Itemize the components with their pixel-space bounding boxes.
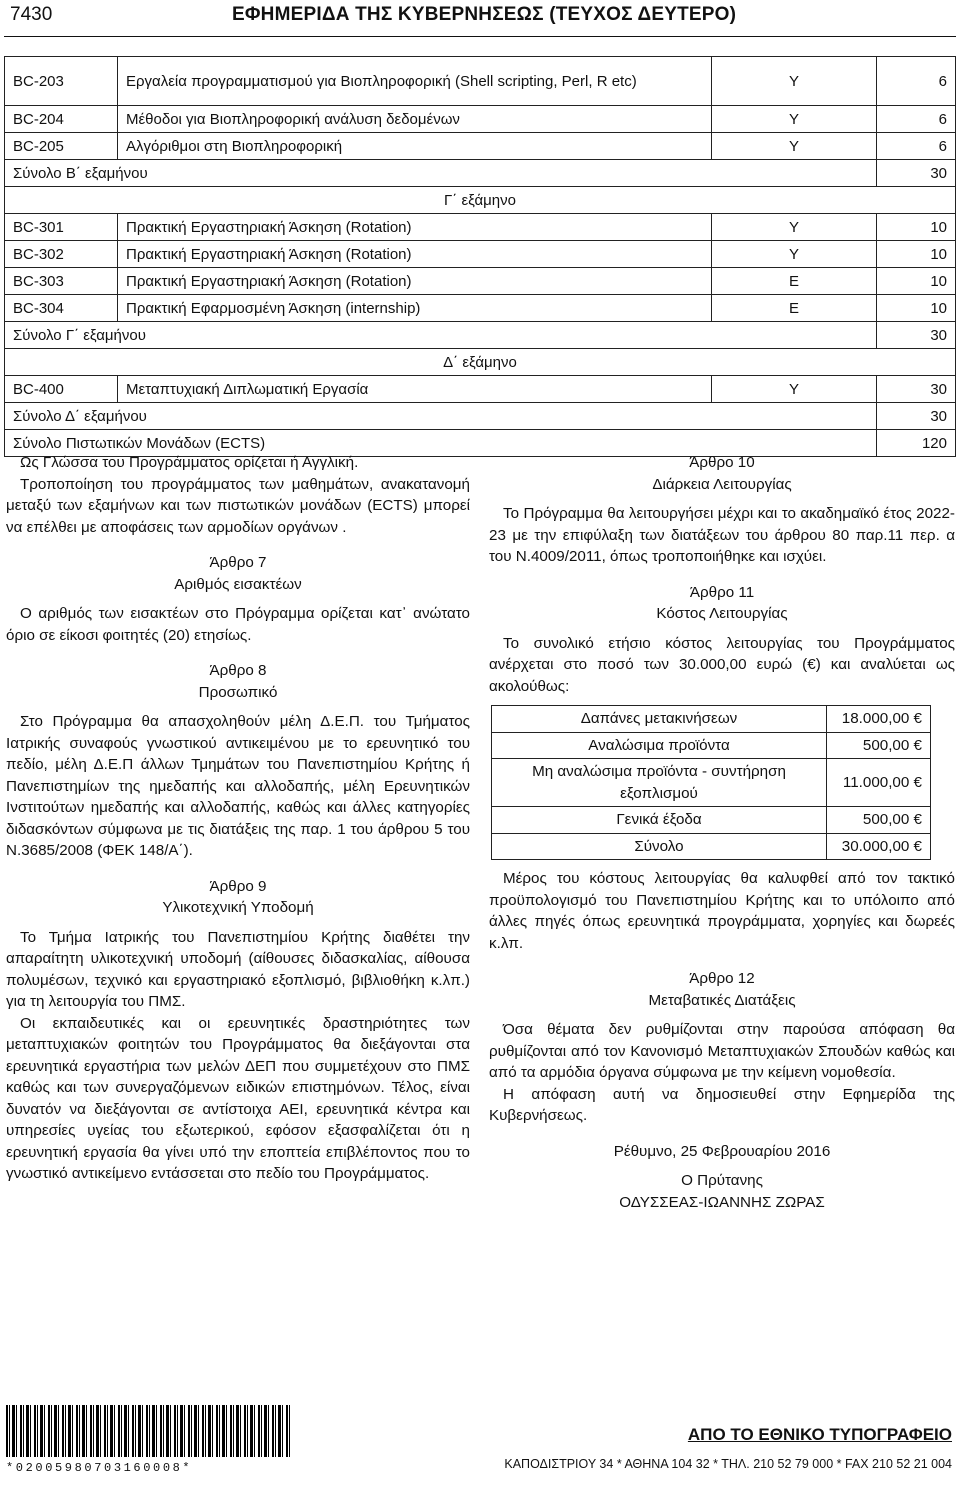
paragraph: Στο Πρόγραμμα θα απασχοληθούν μέλη Δ.Ε.Π. του Τμήματος Ιατρικής συναφούς γνωστικού αντικειμένου με το ερευνητικό του πεδίο, μέλη Δ.Ε.Π άλλων Τμημάτων του Πανεπιστημίου Κρήτης ή Πανεπιστημίων της ημεδαπής και αλλοδαπής, μέλη Ερευνητικών Ινστιτούτων ημεδαπής και αλλοδαπής, καθώς και άλλες κατηγορίες διδασκόντων σύμφωνα με τις διατάξεις της παρ. 1 του άρθρου 5 του Ν.3685/2008 (ΦΕΚ 148/Α΄). (6, 713, 470, 859)
cost-table (491, 705, 931, 860)
table-row (5, 376, 956, 403)
article-title: Αριθμός εισακτέων (174, 575, 302, 593)
cost-amount: 500,00 € (827, 807, 931, 834)
grand-total-label: Σύνολο Πιστωτικών Μονάδων (ECTS) (5, 430, 877, 457)
cost-label: Αναλώσιμα προϊόντα (492, 732, 827, 759)
course-title: Μεταπτυχιακή Διπλωματική Εργασία (118, 376, 712, 403)
course-ects: 10 (877, 214, 956, 241)
semester-total-ects: 30 (877, 160, 956, 187)
article-number: Άρθρο 8 (209, 662, 267, 679)
paragraph: Τροποποίηση του προγράμματος των μαθημάτων, ανακατανομή μεταξύ των εξαμήνων και των πιστωτικών μονάδων (ECTS) μπορεί να επέλθει με αποφάσεις των αρμοδίων οργάνων . (6, 475, 470, 536)
course-code: BC-304 (5, 295, 118, 322)
page-header (0, 0, 960, 38)
course-type: Ε (712, 295, 877, 322)
publisher-address: ΚΑΠΟΔΙΣΤΡΙΟΥ 34 * ΑΘΗΝΑ 104 32 * ΤΗΛ. 210 52 79 000 * FAX 210 52 21 004 (504, 1457, 952, 1471)
table-row (5, 349, 956, 376)
course-title: Πρακτική Εργαστηριακή Άσκηση (Rotation) (118, 214, 712, 241)
article-number: Άρθρο 12 (689, 970, 755, 987)
cost-label: Γενικά έξοδα (492, 807, 827, 834)
course-code: BC-205 (5, 133, 118, 160)
cost-total-amount: 30.000,00 € (827, 833, 931, 860)
table-row (5, 295, 956, 322)
course-type: Υ (712, 241, 877, 268)
page-number: 7430 (10, 4, 53, 25)
table-row (5, 241, 956, 268)
table-row (5, 187, 956, 214)
courses-table (4, 56, 956, 457)
course-type: Υ (712, 214, 877, 241)
paragraph: Ως Γλώσσα του Προγράμματος ορίζεται ή Αγγλική. (20, 454, 359, 471)
table-row (492, 706, 931, 733)
semester-total-ects: 30 (877, 322, 956, 349)
paragraph: Το Τμήμα Ιατρικής του Πανεπιστημίου Κρήτης διαθέτει την απαραίτητη υλικοτεχνική υποδομή (αίθουσες διδασκαλίας, αίθουσα πολυμέσων, τεχνικό και εργαστηριακό εξοπλισμό, βιβλιοθήκη κ.λπ.) για τη λειτουργία του ΠΜΣ. (6, 928, 470, 1010)
course-ects: 6 (877, 106, 956, 133)
table-row (5, 57, 956, 106)
article-title: Προσωπικό (198, 683, 278, 701)
course-title: Πρακτική Εργαστηριακή Άσκηση (Rotation) (118, 241, 712, 268)
cost-total-label: Σύνολο (492, 833, 827, 860)
article-title: Διάρκεια Λειτουργίας (652, 475, 792, 493)
paragraph: Οι εκπαιδευτικές και οι ερευνητικές δραστηριότητες των μεταπτυχιακών φοιτητών του Προγράμματος θα διεξάγονται στα ερευνητικά εργαστήρια των μελών ΔΕΠ που συμμετέχουν στο ΠΜΣ καθώς και των συνεργαζόμενων ειδικών επιστημόνων. Τέλος, είναι δυνατόν να διεξάγονται σε αντίστοιχα ΑΕΙ, ερευνητικά κέντρα και υπηρεσίες υγείας του εξωτερικού, εφόσον εξασφαλίζεται ότι η ερευνητική εργασία θα γίνει υπό την εποπτεία επιβλέποντος που το γνωστικό αντικείμενο εντάσσεται στο πεδίο του Προγράμματος. (6, 1014, 470, 1182)
gazette-title: ΕΦΗΜΕΡΙΔΑ ΤΗΣ ΚΥΒΕΡΝΗΣΕΩΣ (ΤΕΥΧΟΣ ΔΕΥΤΕΡΟ) (232, 4, 737, 25)
course-ects: 6 (877, 57, 956, 106)
course-code: BC-400 (5, 376, 118, 403)
table-row (5, 133, 956, 160)
table-row (492, 807, 931, 834)
table-row (492, 833, 931, 860)
paragraph: Ο αριθμός των εισακτέων στο Πρόγραμμα ορίζεται κατ᾽ ανώτατο όριο σε είκοσι φοιτητές (20) ετησίως. (6, 605, 470, 644)
signer-title: Ο Πρύτανης (681, 1172, 763, 1189)
paragraph: Το Πρόγραμμα θα λειτουργήσει μέχρι και το ακαδημαϊκό έτος 2022-23 με την επιφύλαξη των διατάξεων του άρθρου 80 παρ.11 περ. α του Ν.4009/2011, όπως τροποποιήθηκε και ισχύει. (489, 505, 955, 565)
cost-label: Μη αναλώσιμα προϊόντα - συντήρηση εξοπλισμού (492, 759, 827, 807)
article-number: Άρθρο 7 (209, 554, 267, 571)
course-code: BC-303 (5, 268, 118, 295)
course-title: Πρακτική Εφαρμοσμένη Άσκηση (internship) (118, 295, 712, 322)
signer-name: ΟΔΥΣΣΕΑΣ-ΙΩΑΝΝΗΣ ΖΩΡΑΣ (619, 1193, 825, 1211)
article-number: Άρθρο 9 (209, 877, 267, 895)
cost-label: Δαπάνες μετακινήσεων (492, 706, 827, 733)
course-ects: 30 (877, 376, 956, 403)
semester-total-label: Σύνολο Δ΄ εξαμήνου (5, 403, 877, 430)
cost-amount: 18.000,00 € (827, 706, 931, 733)
table-row (492, 732, 931, 759)
course-type: Υ (712, 106, 877, 133)
paragraph: Το συνολικό ετήσιο κόστος λειτουργίας του Προγράμματος ανέρχεται στο ποσό των 30.000,00 ευρώ (€) και αναλύεται ως ακολούθως: (489, 634, 955, 695)
article-title: Κόστος Λειτουργίας (656, 605, 788, 622)
table-row (5, 322, 956, 349)
semester-total-label: Σύνολο Β΄ εξαμήνου (5, 160, 877, 187)
course-code: BC-302 (5, 241, 118, 268)
publisher-name: ΑΠΟ ΤΟ ΕΘΝΙΚΟ ΤΥΠΟΓΡΑΦΕΙΟ (687, 1425, 952, 1444)
course-title: Αλγόριθμοι στη Βιοπληροφορική (118, 133, 712, 160)
table-row (5, 160, 956, 187)
course-title: Μέθοδοι για Βιοπληροφορική ανάλυση δεδομένων (118, 106, 712, 133)
course-code: BC-204 (5, 106, 118, 133)
table-row (5, 106, 956, 133)
course-type: Υ (712, 57, 877, 106)
paragraph: Όσα θέματα δεν ρυθμίζονται στην παρούσα απόφαση θα ρυθμίζονται από τον Κανονισμό Μεταπτυχιακών Σπουδών καθώς και από τα αρμόδια όργανα σύμφωνα με την κείμενη νομοθεσία. (489, 1021, 955, 1081)
course-ects: 10 (877, 268, 956, 295)
header-rule (4, 36, 956, 37)
cost-amount: 500,00 € (827, 732, 931, 759)
barcode-number: *02005980703160008* (6, 1461, 193, 1475)
course-title: Πρακτική Εργαστηριακή Άσκηση (Rotation) (118, 268, 712, 295)
semester-heading: Γ΄ εξάμηνο (5, 187, 956, 214)
course-type: Υ (712, 376, 877, 403)
course-type: Ε (712, 268, 877, 295)
course-ects: 6 (877, 133, 956, 160)
article-title: Μεταβατικές Διατάξεις (648, 991, 796, 1009)
article-title: Υλικοτεχνική Υποδομή (162, 899, 314, 916)
page-footer (0, 1405, 960, 1487)
table-row (492, 759, 931, 807)
course-code: BC-203 (5, 57, 118, 106)
paragraph: Μέρος του κόστους λειτουργίας θα καλυφθεί από τον τακτικό προϋπολογισμό του Πανεπιστημίου Κρήτης και το υπόλοιπο από άλλες πηγές όπως ερευνητικά προγράμματα, χορηγίες και δωρεές κ.λπ. (489, 870, 955, 952)
place-date: Ρέθυμνο, 25 Φεβρουαρίου 2016 (613, 1142, 831, 1160)
article-number: Άρθρο 10 (689, 454, 755, 471)
course-type: Υ (712, 133, 877, 160)
semester-heading: Δ΄ εξάμηνο (5, 349, 956, 376)
course-title: Εργαλεία προγραμματισμού για Βιοπληροφορική (Shell scripting, Perl, R etc) (118, 57, 712, 106)
article-number: Άρθρο 11 (689, 583, 755, 601)
table-row (5, 403, 956, 430)
grand-total-ects: 120 (877, 430, 956, 457)
right-column (489, 452, 955, 1213)
semester-total-label: Σύνολο Γ΄ εξαμήνου (5, 322, 877, 349)
course-ects: 10 (877, 241, 956, 268)
table-row (5, 268, 956, 295)
left-column (6, 452, 470, 1185)
course-code: BC-301 (5, 214, 118, 241)
course-ects: 10 (877, 295, 956, 322)
semester-total-ects: 30 (877, 403, 956, 430)
cost-amount: 11.000,00 € (827, 759, 931, 807)
barcode-icon (6, 1405, 292, 1457)
table-row (5, 214, 956, 241)
paragraph: Η απόφαση αυτή να δημοσιευθεί στην Εφημερίδα της Κυβερνήσεως. (489, 1085, 955, 1124)
